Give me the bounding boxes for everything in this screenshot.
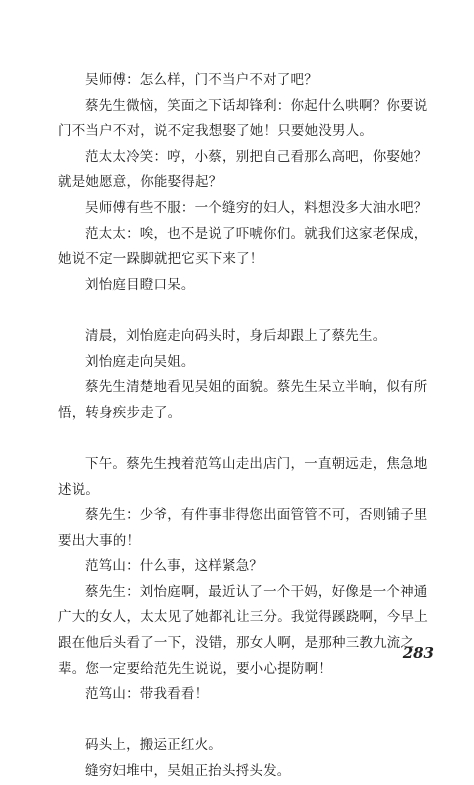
- paragraph: 刘怡庭走向吴姐。: [85, 353, 195, 370]
- paragraph: 下午。蔡先生拽着范笃山走出店门，一直朝远走，焦急地述说。: [58, 455, 428, 498]
- paragraph: 蔡先生：刘怡庭啊，最近认了一个干妈，好像是一个神通广大的女人，太太见了她都礼让三分。我觉得蹊跷啊，今早上跟在他后头看了一下，没错，那女人啊，是那种三教九流之辈。您一定要给范先生说说，要小心提防啊！: [58, 583, 428, 677]
- paragraph: 码头上，搬运正红火。: [85, 737, 222, 754]
- paragraph: 范太太冷笑：哼，小蔡，别把自己看那么高吧，你娶她？就是她愿意，你能娶得起？: [58, 148, 428, 191]
- paragraph: 蔡先生微恼，笑面之下话却锋利：你起什么哄啊？你要说门不当户不对，说不定我想娶了她！只要她没男人。: [58, 97, 428, 140]
- paragraph: 吴师傅有些不服：一个缝穷的妇人，料想没多大油水吧？: [85, 199, 428, 216]
- paragraph: 蔡先生清楚地看见吴姐的面貌。蔡先生呆立半晌，似有所悟，转身疾步走了。: [58, 379, 428, 421]
- paragraph: 吴师傅：怎么样，门不当户不对了吧？: [85, 72, 318, 88]
- paragraph: 范笃山：带我看看！: [85, 686, 209, 703]
- paragraph: 范太太：唉，也不是说了吓唬你们。就我们这家老保成，她说不定一跺脚就把它买下来了！: [58, 225, 428, 268]
- body-text: [58, 68, 430, 785]
- paragraph: 刘怡庭目瞪口呆。: [85, 276, 195, 293]
- paragraph: 缝穷妇堆中，吴姐正抬头捋头发。: [85, 763, 291, 780]
- scene-break: [58, 708, 430, 734]
- scene-break: [58, 426, 430, 452]
- scene-break: [58, 298, 430, 324]
- page-number: 283: [402, 644, 434, 662]
- paragraph: 范笃山：什么事，这样紧急？: [85, 558, 264, 575]
- paragraph: 清晨，刘怡庭走向码头时，身后却跟上了蔡先生。: [85, 327, 387, 344]
- paragraph: 蔡先生：少爷，有件事非得您出面管管不可，否则铺子里要出大事的！: [58, 507, 428, 549]
